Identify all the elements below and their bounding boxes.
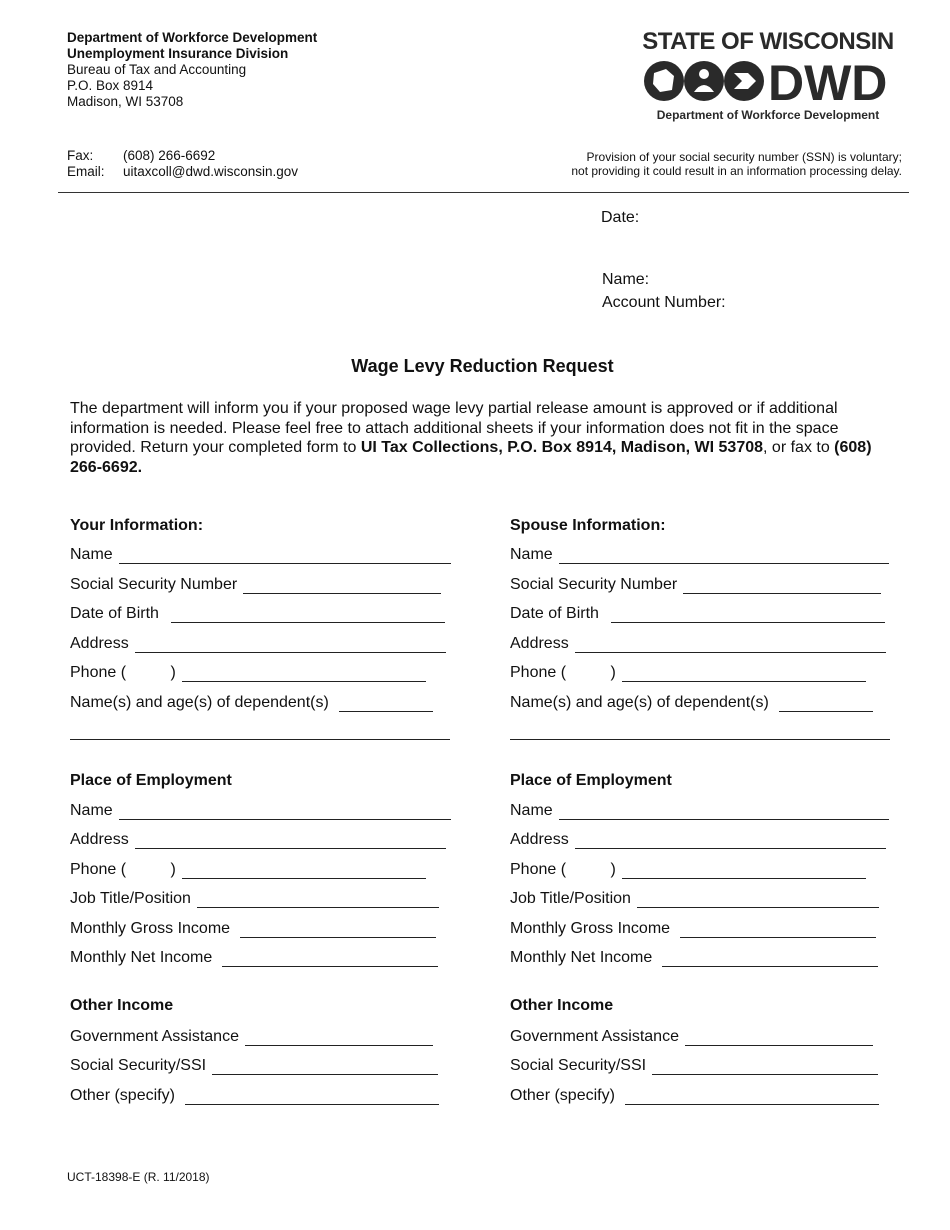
spouse-employer-address-input[interactable] (575, 834, 886, 849)
intro-paragraph (70, 399, 900, 477)
logo-emblem (640, 56, 896, 106)
your-address-input[interactable] (135, 638, 446, 653)
spouse-address-label: Address (510, 635, 569, 652)
your-employer-name-label: Name (70, 802, 113, 819)
spouse-other-input[interactable] (625, 1090, 879, 1105)
logo-dept-text: Department of Workforce Development (656, 108, 880, 122)
your-other-label: Other (specify) (70, 1087, 175, 1104)
recipient-block (602, 268, 726, 314)
your-phone-input[interactable] (182, 667, 426, 682)
spouse-information-heading: Spouse Information: (510, 517, 666, 534)
spouse-address-input[interactable] (575, 638, 886, 653)
your-gross-income-input[interactable] (240, 923, 436, 938)
account-number-label: Account Number: (602, 294, 726, 311)
people-icon (684, 61, 724, 101)
ssn-notice (502, 150, 902, 178)
your-name-label: Name (70, 546, 113, 563)
intro-mailing-address: UI Tax Collections, P.O. Box 8914, Madison, WI 53708 (360, 439, 764, 456)
form-id: UCT-18398-E (R. 11/2018) (67, 1170, 210, 1184)
your-net-income-input[interactable] (222, 952, 438, 967)
your-ssn-label: Social Security Number (70, 576, 238, 593)
ssn-notice-line1: Provision of your social security number (SSN) is voluntary; (586, 150, 902, 164)
spouse-employer-phone-label: Phone ( ) (510, 861, 616, 878)
header-divider (58, 192, 909, 193)
spouse-phone-input[interactable] (622, 667, 866, 682)
logo-state-text: STATE OF WISCONSIN (642, 28, 894, 55)
logo-acronym: DWD (768, 56, 888, 106)
your-social-security-input[interactable] (212, 1060, 438, 1075)
spouse-social-security-label: Social Security/SSI (510, 1057, 647, 1074)
spouse-gross-income-label: Monthly Gross Income (510, 920, 671, 937)
your-employer-name-input[interactable] (119, 805, 451, 820)
spouse-ssn-label: Social Security Number (510, 576, 678, 593)
your-employer-phone-label: Phone ( ) (70, 861, 176, 878)
spouse-ssn-input[interactable] (683, 579, 881, 594)
name-label: Name: (602, 271, 650, 288)
your-information-heading: Your Information: (70, 517, 204, 534)
your-job-title-input[interactable] (197, 893, 439, 908)
your-other-input[interactable] (185, 1090, 439, 1105)
spouse-job-title-label: Job Title/Position (510, 890, 631, 907)
org-line-2: Unemployment Insurance Division (67, 46, 289, 61)
spouse-employer-name-label: Name (510, 802, 553, 819)
spouse-dependents-label: Name(s) and age(s) of dependent(s) (510, 694, 769, 711)
spouse-other-label: Other (specify) (510, 1087, 615, 1104)
org-line-1: Department of Workforce Development (67, 30, 318, 45)
fax-label: Fax: (67, 148, 94, 163)
your-social-security-label: Social Security/SSI (70, 1057, 207, 1074)
your-phone-label: Phone ( ) (70, 664, 176, 681)
your-dependents-label: Name(s) and age(s) of dependent(s) (70, 694, 329, 711)
your-other-income-heading: Other Income (70, 997, 174, 1014)
your-dependents-input[interactable] (339, 697, 433, 712)
your-employer-phone-input[interactable] (182, 864, 426, 879)
your-gross-income-label: Monthly Gross Income (70, 920, 231, 937)
spouse-phone-label: Phone ( ) (510, 664, 616, 681)
spouse-dependents-extra-line[interactable] (510, 738, 890, 740)
spouse-employer-address-label: Address (510, 831, 569, 848)
spouse-job-title-input[interactable] (637, 893, 879, 908)
your-dob-label: Date of Birth (70, 605, 159, 622)
your-gov-assistance-label: Government Assistance (70, 1028, 239, 1045)
contact-block (67, 148, 298, 180)
your-dependents-extra-line[interactable] (70, 738, 450, 740)
spouse-name-input[interactable] (559, 549, 889, 564)
ssn-notice-line2: not providing it could result in an information processing delay. (571, 164, 902, 178)
spouse-net-income-label: Monthly Net Income (510, 949, 653, 966)
spouse-other-income-heading: Other Income (510, 997, 614, 1014)
your-job-title-label: Job Title/Position (70, 890, 191, 907)
date-label: Date: (601, 209, 640, 226)
bureau: Bureau of Tax and Accounting (67, 62, 247, 77)
spouse-social-security-input[interactable] (652, 1060, 878, 1075)
email-label: Email: (67, 164, 105, 179)
dwd-logo (640, 28, 896, 122)
spouse-gov-assistance-input[interactable] (685, 1031, 873, 1046)
spouse-dob-input[interactable] (611, 608, 885, 623)
city: Madison, WI 53708 (67, 94, 184, 109)
spouse-employer-phone-input[interactable] (622, 864, 866, 879)
po-box: P.O. Box 8914 (67, 78, 154, 93)
spouse-net-income-input[interactable] (662, 952, 878, 967)
spouse-employer-name-input[interactable] (559, 805, 889, 820)
your-employer-address-input[interactable] (135, 834, 446, 849)
spouse-gross-income-input[interactable] (680, 923, 876, 938)
email-address: uitaxcoll@dwd.wisconsin.gov (123, 164, 299, 179)
intro-text-2: , or fax to (763, 439, 835, 456)
spouse-dob-label: Date of Birth (510, 605, 599, 622)
spouse-name-label: Name (510, 546, 553, 563)
your-net-income-label: Monthly Net Income (70, 949, 213, 966)
your-address-label: Address (70, 635, 129, 652)
fax-number: (608) 266-6692 (123, 148, 216, 163)
spouse-gov-assistance-label: Government Assistance (510, 1028, 679, 1045)
your-employment-heading: Place of Employment (70, 772, 232, 789)
spouse-dependents-input[interactable] (779, 697, 873, 712)
your-employer-address-label: Address (70, 831, 129, 848)
agency-address-block (67, 30, 317, 110)
form-title: Wage Levy Reduction Request (351, 356, 614, 376)
intro-text-1: The department will inform you if your proposed wage levy partial release amount is approved or if additional information is needed. Please feel free to attach additional sheets if your information does not fit in the space provided. Return your completed form to (70, 400, 839, 456)
your-ssn-input[interactable] (243, 579, 441, 594)
your-name-input[interactable] (119, 549, 451, 564)
your-dob-input[interactable] (171, 608, 445, 623)
your-gov-assistance-input[interactable] (245, 1031, 433, 1046)
spouse-employment-heading: Place of Employment (510, 772, 672, 789)
intro-fax: (608) 266-6692. (70, 439, 872, 476)
